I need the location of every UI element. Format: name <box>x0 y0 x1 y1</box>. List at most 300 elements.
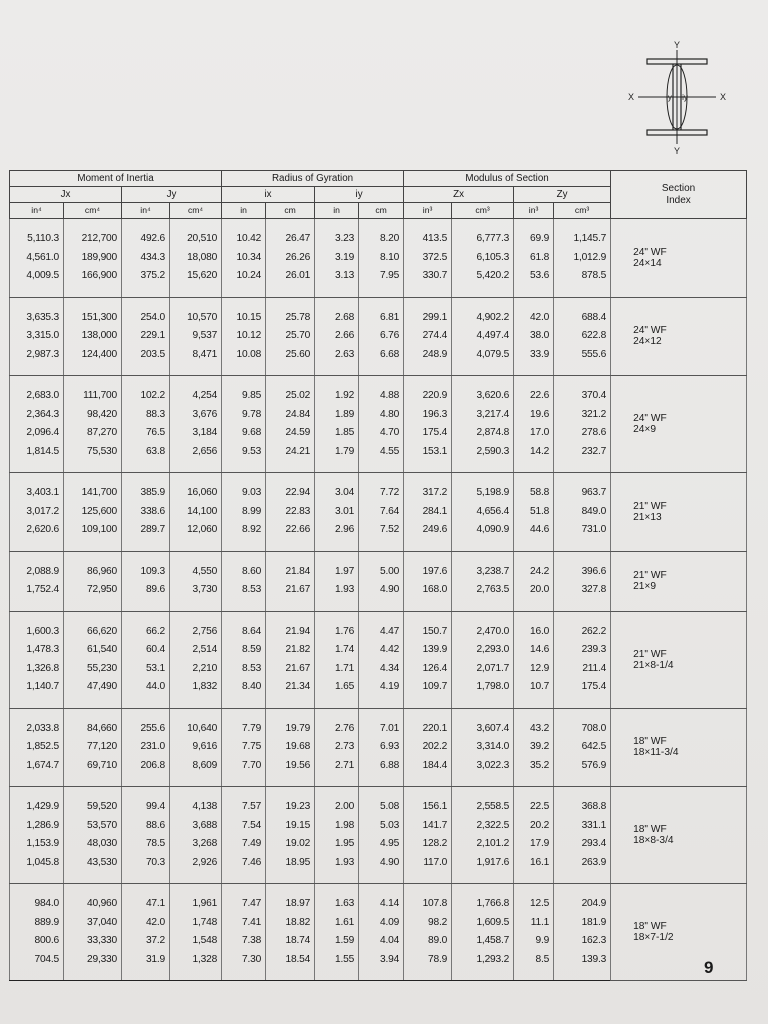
section-dimension-label: 21×9 <box>633 581 657 592</box>
table-cell: 33,330 <box>64 932 122 951</box>
spacer-cell <box>359 551 404 563</box>
spacer-cell <box>10 611 64 623</box>
table-cell: 25.78 <box>266 309 315 328</box>
table-cell: 19.23 <box>266 798 315 817</box>
spacer-cell <box>64 364 122 376</box>
table-cell: 4.70 <box>359 424 404 443</box>
group-spacer <box>10 219 747 231</box>
table-cell: 78.5 <box>122 835 170 854</box>
section-dimension-label: 18×7-1/2 <box>633 932 674 943</box>
table-cell: 1.93 <box>315 581 359 600</box>
table-cell: 16.0 <box>514 623 554 642</box>
table-cell: 2,033.8 <box>10 720 64 739</box>
spacer-cell <box>554 540 611 552</box>
table-cell: 98,420 <box>64 406 122 425</box>
section-dimension-label: 24×14 <box>633 257 662 269</box>
spacer-cell <box>170 775 222 787</box>
jx-header: Jx <box>10 187 122 203</box>
spacer-cell <box>452 697 514 709</box>
group-spacer <box>10 884 747 896</box>
table-cell: 24.2 <box>514 563 554 582</box>
table-cell: 1,429.9 <box>10 798 64 817</box>
table-cell: 42.0 <box>122 914 170 933</box>
spacer-cell <box>10 364 64 376</box>
table-cell: 1,832 <box>170 678 222 697</box>
table-cell: 878.5 <box>554 267 611 286</box>
table-cell: 1,293.2 <box>452 951 514 970</box>
table-cell: 3,676 <box>170 406 222 425</box>
table-cell: 53.6 <box>514 267 554 286</box>
table-cell: 963.7 <box>554 484 611 503</box>
table-cell: 17.0 <box>514 424 554 443</box>
table-cell: 3.19 <box>315 249 359 268</box>
table-cell: 76.5 <box>122 424 170 443</box>
spacer-cell <box>122 219 170 231</box>
spacer-cell <box>315 787 359 799</box>
table-cell: 5.03 <box>359 817 404 836</box>
spacer-cell <box>404 219 452 231</box>
table-cell: 255.6 <box>122 720 170 739</box>
zx-header: Zx <box>404 187 514 203</box>
table-cell: 7.57 <box>222 798 266 817</box>
group-spacer <box>10 297 747 309</box>
section-size-label: 24" WF <box>633 246 667 258</box>
table-cell: 88.6 <box>122 817 170 836</box>
section-index-cell <box>611 787 747 884</box>
table-cell: 1,748 <box>170 914 222 933</box>
spacer-cell <box>10 787 64 799</box>
table-cell: 3,017.2 <box>10 503 64 522</box>
table-cell: 248.9 <box>404 346 452 365</box>
table-cell: 375.2 <box>122 267 170 286</box>
table-cell: 3,620.6 <box>452 387 514 406</box>
spacer-cell <box>122 461 170 473</box>
unit-header: cm⁴ <box>170 203 222 219</box>
spacer-cell <box>452 461 514 473</box>
table-cell: 10.42 <box>222 230 266 249</box>
table-cell: 1,153.9 <box>10 835 64 854</box>
table-cell: 8.20 <box>359 230 404 249</box>
table-cell: 299.1 <box>404 309 452 328</box>
spacer-cell <box>122 297 170 309</box>
table-cell: 7.46 <box>222 854 266 873</box>
table-cell: 4,138 <box>170 798 222 817</box>
table-cell: 22.6 <box>514 387 554 406</box>
spacer-cell <box>554 611 611 623</box>
spacer-cell <box>10 461 64 473</box>
unit-header: in³ <box>514 203 554 219</box>
table-cell: 1.65 <box>315 678 359 697</box>
table-cell: 70.3 <box>122 854 170 873</box>
spacer-cell <box>266 611 315 623</box>
table-cell: 24.21 <box>266 443 315 462</box>
table-cell: 1.79 <box>315 443 359 462</box>
table-cell: 7.72 <box>359 484 404 503</box>
spacer-cell <box>514 611 554 623</box>
table-cell: 4,009.5 <box>10 267 64 286</box>
table-cell: 1,548 <box>170 932 222 951</box>
table-cell: 189,900 <box>64 249 122 268</box>
spacer-cell <box>64 461 122 473</box>
spacer-cell <box>315 775 359 787</box>
table-cell: 98.2 <box>404 914 452 933</box>
spacer-cell <box>404 775 452 787</box>
table-cell: 7.52 <box>359 521 404 540</box>
spacer-cell <box>404 708 452 720</box>
section-index-cell <box>611 611 747 708</box>
spacer-cell <box>222 364 266 376</box>
table-cell: 7.70 <box>222 757 266 776</box>
spacer-cell <box>404 787 452 799</box>
spacer-cell <box>554 461 611 473</box>
table-cell: 2.71 <box>315 757 359 776</box>
table-cell: 141.7 <box>404 817 452 836</box>
spacer-cell <box>554 775 611 787</box>
table-cell: 2,514 <box>170 641 222 660</box>
section-size-label: 24" WF <box>633 413 667 424</box>
spacer-cell <box>514 297 554 309</box>
table-cell: 492.6 <box>122 230 170 249</box>
table-cell: 1,674.7 <box>10 757 64 776</box>
table-cell: 89.0 <box>404 932 452 951</box>
table-cell: 8.53 <box>222 660 266 679</box>
spacer-cell <box>266 461 315 473</box>
table-cell: 2.73 <box>315 738 359 757</box>
table-cell: 4.47 <box>359 623 404 642</box>
table-cell: 9,616 <box>170 738 222 757</box>
table-cell: 20.0 <box>514 581 554 600</box>
table-cell: 84,660 <box>64 720 122 739</box>
spacer-cell <box>514 551 554 563</box>
table-cell: 4.88 <box>359 387 404 406</box>
spacer-cell <box>404 364 452 376</box>
table-cell: 17.9 <box>514 835 554 854</box>
spacer-cell <box>404 540 452 552</box>
table-cell: 7.64 <box>359 503 404 522</box>
table-cell: 9.78 <box>222 406 266 425</box>
table-cell: 168.0 <box>404 581 452 600</box>
section-dimension-label: 18×11-3/4 <box>633 747 679 759</box>
spacer-cell <box>122 551 170 563</box>
table-cell: 1.59 <box>315 932 359 951</box>
spacer-cell <box>452 297 514 309</box>
table-cell: 1,609.5 <box>452 914 514 933</box>
table-cell: 166,900 <box>64 267 122 286</box>
table-cell: 731.0 <box>554 521 611 540</box>
spacer-cell <box>64 697 122 709</box>
table-cell: 2,620.6 <box>10 521 64 540</box>
spacer-cell <box>514 376 554 388</box>
table-cell: 1,852.5 <box>10 738 64 757</box>
iy-left-label: iy <box>666 93 672 102</box>
table-cell: 4,090.9 <box>452 521 514 540</box>
table-cell: 7.95 <box>359 267 404 286</box>
table-cell: 86,960 <box>64 563 122 582</box>
spacer-cell <box>266 540 315 552</box>
zy-header: Zy <box>514 187 611 203</box>
table-cell: 284.1 <box>404 503 452 522</box>
spacer-cell <box>554 969 611 981</box>
table-cell: 3.04 <box>315 484 359 503</box>
spacer-cell <box>64 473 122 485</box>
table-cell: 849.0 <box>554 503 611 522</box>
section-index-cell <box>611 297 747 376</box>
spacer-cell <box>404 600 452 612</box>
table-cell: 18,080 <box>170 249 222 268</box>
spacer-cell <box>514 219 554 231</box>
table-cell: 2,293.0 <box>452 641 514 660</box>
ix-header: ix <box>222 187 315 203</box>
spacer-cell <box>222 611 266 623</box>
spacer-cell <box>64 600 122 612</box>
table-cell: 4.14 <box>359 895 404 914</box>
table-cell: 278.6 <box>554 424 611 443</box>
spacer-cell <box>315 551 359 563</box>
table-cell: 1.76 <box>315 623 359 642</box>
table-cell: 47.1 <box>122 895 170 914</box>
table-cell: 704.5 <box>10 951 64 970</box>
table-cell: 9.68 <box>222 424 266 443</box>
spacer-cell <box>222 551 266 563</box>
spacer-cell <box>359 697 404 709</box>
table-cell: 231.0 <box>122 738 170 757</box>
table-cell: 75,530 <box>64 443 122 462</box>
table-cell: 6.68 <box>359 346 404 365</box>
table-cell: 254.0 <box>122 309 170 328</box>
table-cell: 7.49 <box>222 835 266 854</box>
table-cell: 22.5 <box>514 798 554 817</box>
spacer-cell <box>554 884 611 896</box>
spacer-cell <box>64 297 122 309</box>
table-cell: 4.90 <box>359 581 404 600</box>
spacer-cell <box>554 297 611 309</box>
spacer-cell <box>315 708 359 720</box>
table-cell: 8.60 <box>222 563 266 582</box>
spacer-cell <box>359 286 404 298</box>
y-axis-bottom-label: Y <box>673 146 681 156</box>
table-cell: 5.08 <box>359 798 404 817</box>
table-cell: 1,140.7 <box>10 678 64 697</box>
spacer-cell <box>266 376 315 388</box>
table-cell: 40,960 <box>64 895 122 914</box>
table-cell: 19.6 <box>514 406 554 425</box>
table-cell: 14,100 <box>170 503 222 522</box>
table-cell: 35.2 <box>514 757 554 776</box>
jy-header: Jy <box>122 187 222 203</box>
spacer-cell <box>10 600 64 612</box>
spacer-cell <box>452 286 514 298</box>
section-size-label: 24" WF <box>633 325 667 337</box>
table-cell: 55,230 <box>64 660 122 679</box>
table-cell: 413.5 <box>404 230 452 249</box>
wide-flange-section-diagram <box>618 40 736 156</box>
table-cell: 139.3 <box>554 951 611 970</box>
table-cell: 6.88 <box>359 757 404 776</box>
spacer-cell <box>222 600 266 612</box>
table-cell: 6.81 <box>359 309 404 328</box>
table-cell: 18.82 <box>266 914 315 933</box>
table-cell: 61,540 <box>64 641 122 660</box>
spacer-cell <box>64 376 122 388</box>
spacer-cell <box>170 376 222 388</box>
table-cell: 66,620 <box>64 623 122 642</box>
table-cell: 150.7 <box>404 623 452 642</box>
radius-of-gyration-header: Radius of Gyration <box>222 171 404 187</box>
table-cell: 10.08 <box>222 346 266 365</box>
spacer-cell <box>64 708 122 720</box>
spacer-cell <box>404 872 452 884</box>
table-cell: 21.67 <box>266 660 315 679</box>
spacer-cell <box>222 473 266 485</box>
spacer-cell <box>170 297 222 309</box>
spacer-cell <box>170 286 222 298</box>
table-cell: 4,656.4 <box>452 503 514 522</box>
table-cell: 44.0 <box>122 678 170 697</box>
table-cell: 2.76 <box>315 720 359 739</box>
table-cell: 21.67 <box>266 581 315 600</box>
table-cell: 107.8 <box>404 895 452 914</box>
table-cell: 7.47 <box>222 895 266 914</box>
table-cell: 8.92 <box>222 521 266 540</box>
table-cell: 2,683.0 <box>10 387 64 406</box>
section-index-cell <box>611 219 747 298</box>
spacer-cell <box>452 600 514 612</box>
table-cell: 21.84 <box>266 563 315 582</box>
table-cell: 4.09 <box>359 914 404 933</box>
table-cell: 8.59 <box>222 641 266 660</box>
spacer-cell <box>514 600 554 612</box>
table-cell: 10.34 <box>222 249 266 268</box>
spacer-cell <box>122 884 170 896</box>
section-dimension-label: 18×8-3/4 <box>633 835 674 846</box>
table-cell: 1.55 <box>315 951 359 970</box>
spacer-cell <box>170 219 222 231</box>
unit-header: in <box>222 203 266 219</box>
table-cell: 1,145.7 <box>554 230 611 249</box>
spacer-cell <box>359 473 404 485</box>
table-cell: 317.2 <box>404 484 452 503</box>
table-cell: 232.7 <box>554 443 611 462</box>
table-cell: 196.3 <box>404 406 452 425</box>
spacer-cell <box>315 461 359 473</box>
table-cell: 109,100 <box>64 521 122 540</box>
spacer-cell <box>64 611 122 623</box>
spacer-cell <box>554 286 611 298</box>
spacer-cell <box>404 473 452 485</box>
table-cell: 622.8 <box>554 327 611 346</box>
table-cell: 1,478.3 <box>10 641 64 660</box>
spacer-cell <box>10 697 64 709</box>
table-cell: 10.24 <box>222 267 266 286</box>
unit-header: in⁴ <box>122 203 170 219</box>
spacer-cell <box>514 775 554 787</box>
table-cell: 2,656 <box>170 443 222 462</box>
iy-header: iy <box>315 187 404 203</box>
spacer-cell <box>222 376 266 388</box>
table-cell: 4,550 <box>170 563 222 582</box>
spacer-cell <box>359 872 404 884</box>
spacer-cell <box>404 697 452 709</box>
table-cell: 47,490 <box>64 678 122 697</box>
table-cell: 18.97 <box>266 895 315 914</box>
spacer-cell <box>10 969 64 981</box>
spacer-cell <box>452 969 514 981</box>
spacer-cell <box>10 297 64 309</box>
spacer-cell <box>170 708 222 720</box>
page-number: 9 <box>704 958 714 977</box>
table-cell: 212,700 <box>64 230 122 249</box>
table-cell: 368.8 <box>554 798 611 817</box>
spacer-cell <box>359 376 404 388</box>
table-cell: 249.6 <box>404 521 452 540</box>
section-dimension-label: 24×12 <box>633 336 662 348</box>
table-cell: 9.53 <box>222 443 266 462</box>
spacer-cell <box>452 364 514 376</box>
spacer-cell <box>64 551 122 563</box>
spacer-cell <box>452 219 514 231</box>
table-cell: 10,570 <box>170 309 222 328</box>
spacer-cell <box>359 775 404 787</box>
table-cell: 51.8 <box>514 503 554 522</box>
spacer-cell <box>315 364 359 376</box>
table-cell: 26.47 <box>266 230 315 249</box>
spacer-cell <box>404 376 452 388</box>
table-cell: 1,814.5 <box>10 443 64 462</box>
section-properties-table <box>9 170 747 981</box>
table-cell: 7.01 <box>359 720 404 739</box>
table-cell: 3,184 <box>170 424 222 443</box>
spacer-cell <box>404 884 452 896</box>
table-cell: 19.68 <box>266 738 315 757</box>
group-spacer <box>10 787 747 799</box>
spacer-cell <box>554 364 611 376</box>
table-cell: 4.95 <box>359 835 404 854</box>
table-cell: 1,917.6 <box>452 854 514 873</box>
spacer-cell <box>514 884 554 896</box>
table-cell: 59,520 <box>64 798 122 817</box>
table-cell: 2,987.3 <box>10 346 64 365</box>
spacer-cell <box>170 969 222 981</box>
table-cell: 1.95 <box>315 835 359 854</box>
spacer-cell <box>10 872 64 884</box>
spacer-cell <box>122 787 170 799</box>
table-cell: 139.9 <box>404 641 452 660</box>
table-cell: 20,510 <box>170 230 222 249</box>
spacer-cell <box>452 551 514 563</box>
table-cell: 21.94 <box>266 623 315 642</box>
spacer-cell <box>452 884 514 896</box>
section-index-header <box>611 171 747 219</box>
table-cell: 5.00 <box>359 563 404 582</box>
table-cell: 12.9 <box>514 660 554 679</box>
table-cell: 984.0 <box>10 895 64 914</box>
table-cell: 181.9 <box>554 914 611 933</box>
table-cell: 3,607.4 <box>452 720 514 739</box>
table-cell: 4.80 <box>359 406 404 425</box>
spacer-cell <box>64 286 122 298</box>
spacer-cell <box>266 697 315 709</box>
table-cell: 3,268 <box>170 835 222 854</box>
table-cell: 33.9 <box>514 346 554 365</box>
spacer-cell <box>315 611 359 623</box>
table-cell: 262.2 <box>554 623 611 642</box>
spacer-cell <box>554 600 611 612</box>
spacer-cell <box>315 872 359 884</box>
table-cell: 8,471 <box>170 346 222 365</box>
table-cell: 69,710 <box>64 757 122 776</box>
spacer-cell <box>359 219 404 231</box>
table-cell: 204.9 <box>554 895 611 914</box>
